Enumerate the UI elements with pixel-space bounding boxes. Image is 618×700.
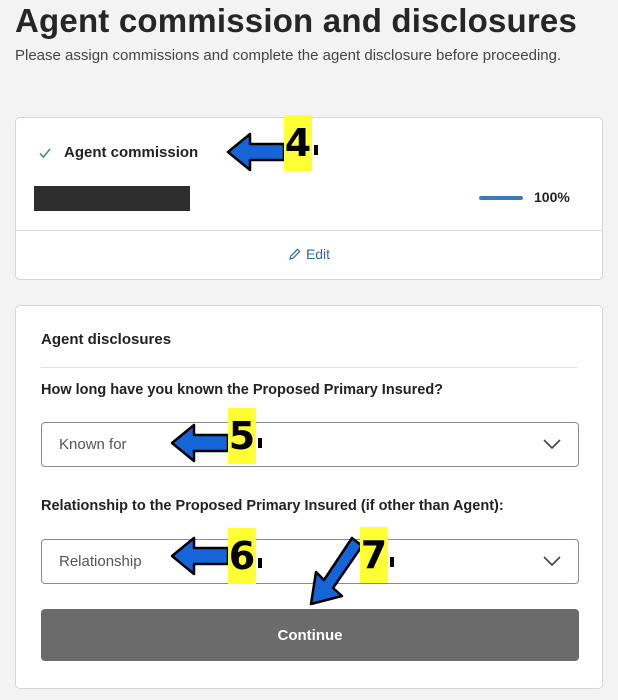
pencil-icon [288, 247, 302, 261]
annotation-callout: 4 [284, 115, 312, 171]
diagonal-arrow-icon [306, 528, 366, 608]
annotation-callout: 6 [228, 528, 256, 584]
chevron-down-icon [542, 554, 562, 568]
commission-progress-bar [479, 196, 523, 200]
agent-disclosures-card [15, 305, 603, 689]
continue-button[interactable]: Continue [41, 609, 579, 661]
left-arrow-icon [170, 534, 230, 578]
annotation-callout: 7 [360, 527, 388, 583]
commission-progress-label: 100% [534, 189, 570, 205]
agent-commission-title: Agent commission [64, 144, 199, 161]
redacted-agent-name [34, 186, 190, 211]
agent-disclosures-title: Agent disclosures [41, 331, 172, 348]
section-divider [41, 367, 577, 368]
callout-tick [390, 557, 394, 567]
callout-tick [314, 145, 318, 155]
chevron-down-icon [542, 437, 562, 451]
card-divider [16, 230, 602, 231]
known-duration-question: How long have you known the Proposed Primary Insured? [41, 382, 444, 398]
left-arrow-icon [170, 421, 230, 465]
edit-commission-link[interactable] [16, 246, 602, 262]
commission-progress-fill [479, 196, 523, 200]
known-for-select[interactable] [41, 422, 579, 467]
callout-tick [258, 558, 262, 568]
check-icon [38, 146, 52, 160]
left-arrow-icon [226, 130, 286, 174]
relationship-placeholder: Relationship [59, 553, 142, 570]
edit-label: Edit [305, 246, 331, 262]
relationship-question: Relationship to the Proposed Primary Insured (if other than Agent): [41, 498, 504, 514]
annotation-callout: 5 [228, 408, 256, 464]
known-for-placeholder: Known for [59, 436, 127, 453]
page-title: Agent commission and disclosures [15, 2, 578, 39]
page-subtitle: Please assign commissions and complete the agent disclosure before proceeding. [15, 47, 562, 64]
callout-tick [258, 438, 262, 448]
